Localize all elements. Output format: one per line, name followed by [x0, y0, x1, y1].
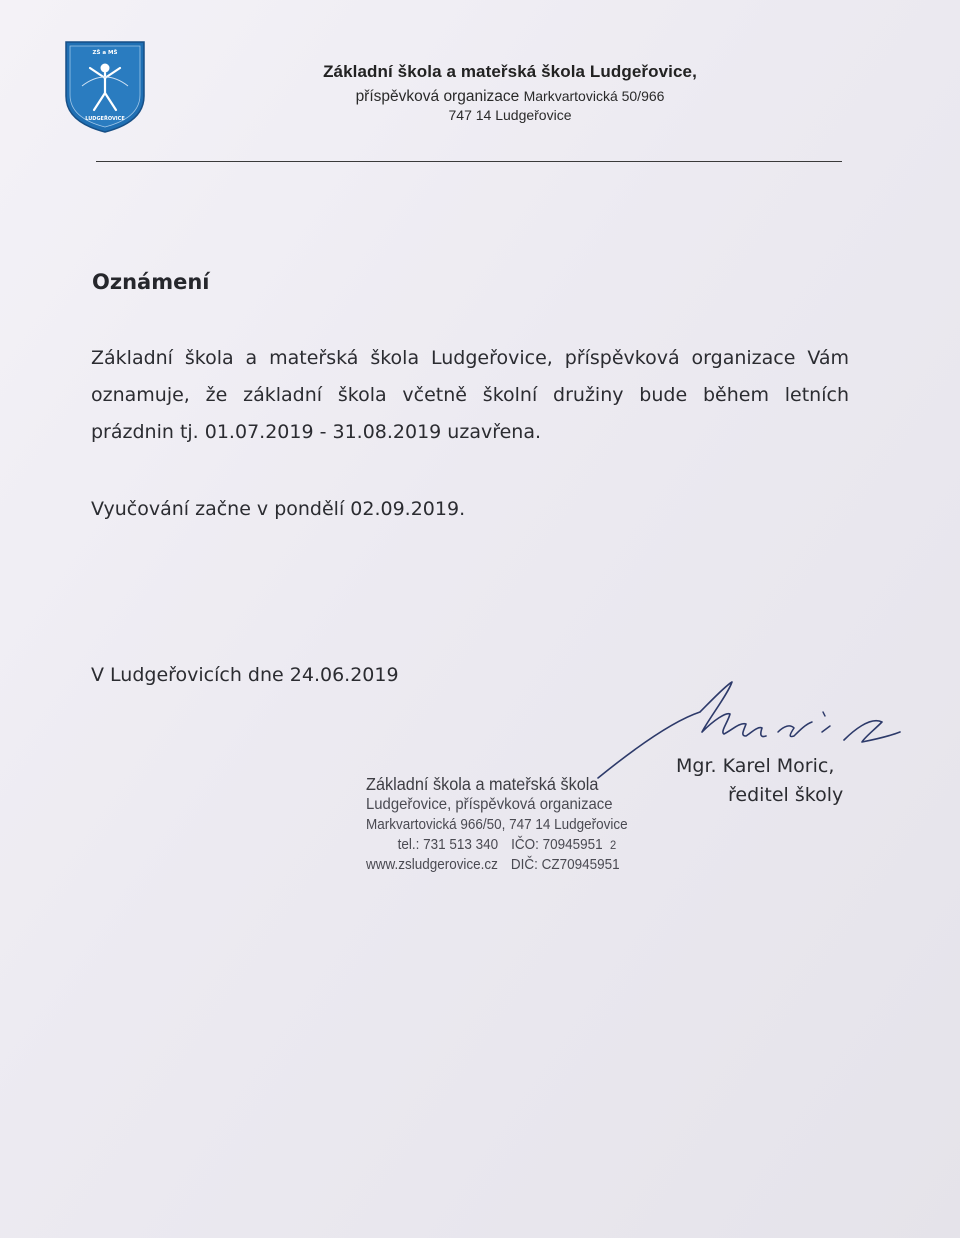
stamp-line-5	[366, 857, 628, 873]
notice-paragraph-2: Vyučování začne v pondělí 02.09.2019.	[91, 498, 466, 520]
school-logo	[62, 38, 148, 134]
notice-paragraph-1: Základní škola a mateřská škola Ludgeřovice, příspěvková organizace Vám oznamuje, že základní škola včetně školní družiny bude během letních prázdnin tj. 01.07.2019 - 31.08.2019 uzavřena.	[91, 347, 849, 443]
org-type: příspěvková organizace	[355, 88, 520, 105]
logo-top-text: ZŠ a MŠ	[92, 50, 118, 56]
stamp-line-2: Ludgeřovice, příspěvková organizace	[366, 796, 613, 813]
org-city: 747 14 Ludgeřovice	[448, 107, 572, 123]
signatory-role: ředitel školy	[728, 784, 844, 806]
letterhead	[250, 62, 770, 123]
signatory-block	[676, 752, 843, 810]
stamp-phone: tel.: 731 513 340	[397, 837, 499, 853]
stamp-number: 2	[610, 838, 617, 852]
signatory-name: Mgr. Karel Moric,	[676, 755, 835, 777]
stamp-web: www.zsludgerovice.cz	[366, 857, 498, 873]
org-street: Markvartovická 50/966	[523, 88, 665, 104]
notice-heading: Oznámení	[92, 270, 210, 294]
org-name: Základní škola a mateřská škola Ludgeřovice,	[323, 62, 697, 81]
dateline: V Ludgeřovicích dne 24.06.2019	[91, 664, 399, 686]
stamp-ico: IČO: 70945951	[511, 837, 603, 853]
stamp-line-4	[366, 837, 628, 853]
school-logo-icon	[62, 38, 148, 134]
org-type-and-street	[250, 88, 770, 106]
stamp-line-1: Základní škola a mateřská škola	[366, 774, 599, 794]
school-stamp	[366, 774, 628, 873]
stamp-line-3: Markvartovická 966/50, 747 14 Ludgeřovice	[366, 817, 628, 833]
logo-bottom-text: LUDGEŘOVICE	[85, 116, 125, 122]
stamp-dic: DIČ: CZ70945951	[510, 857, 620, 873]
header-divider	[96, 161, 842, 162]
